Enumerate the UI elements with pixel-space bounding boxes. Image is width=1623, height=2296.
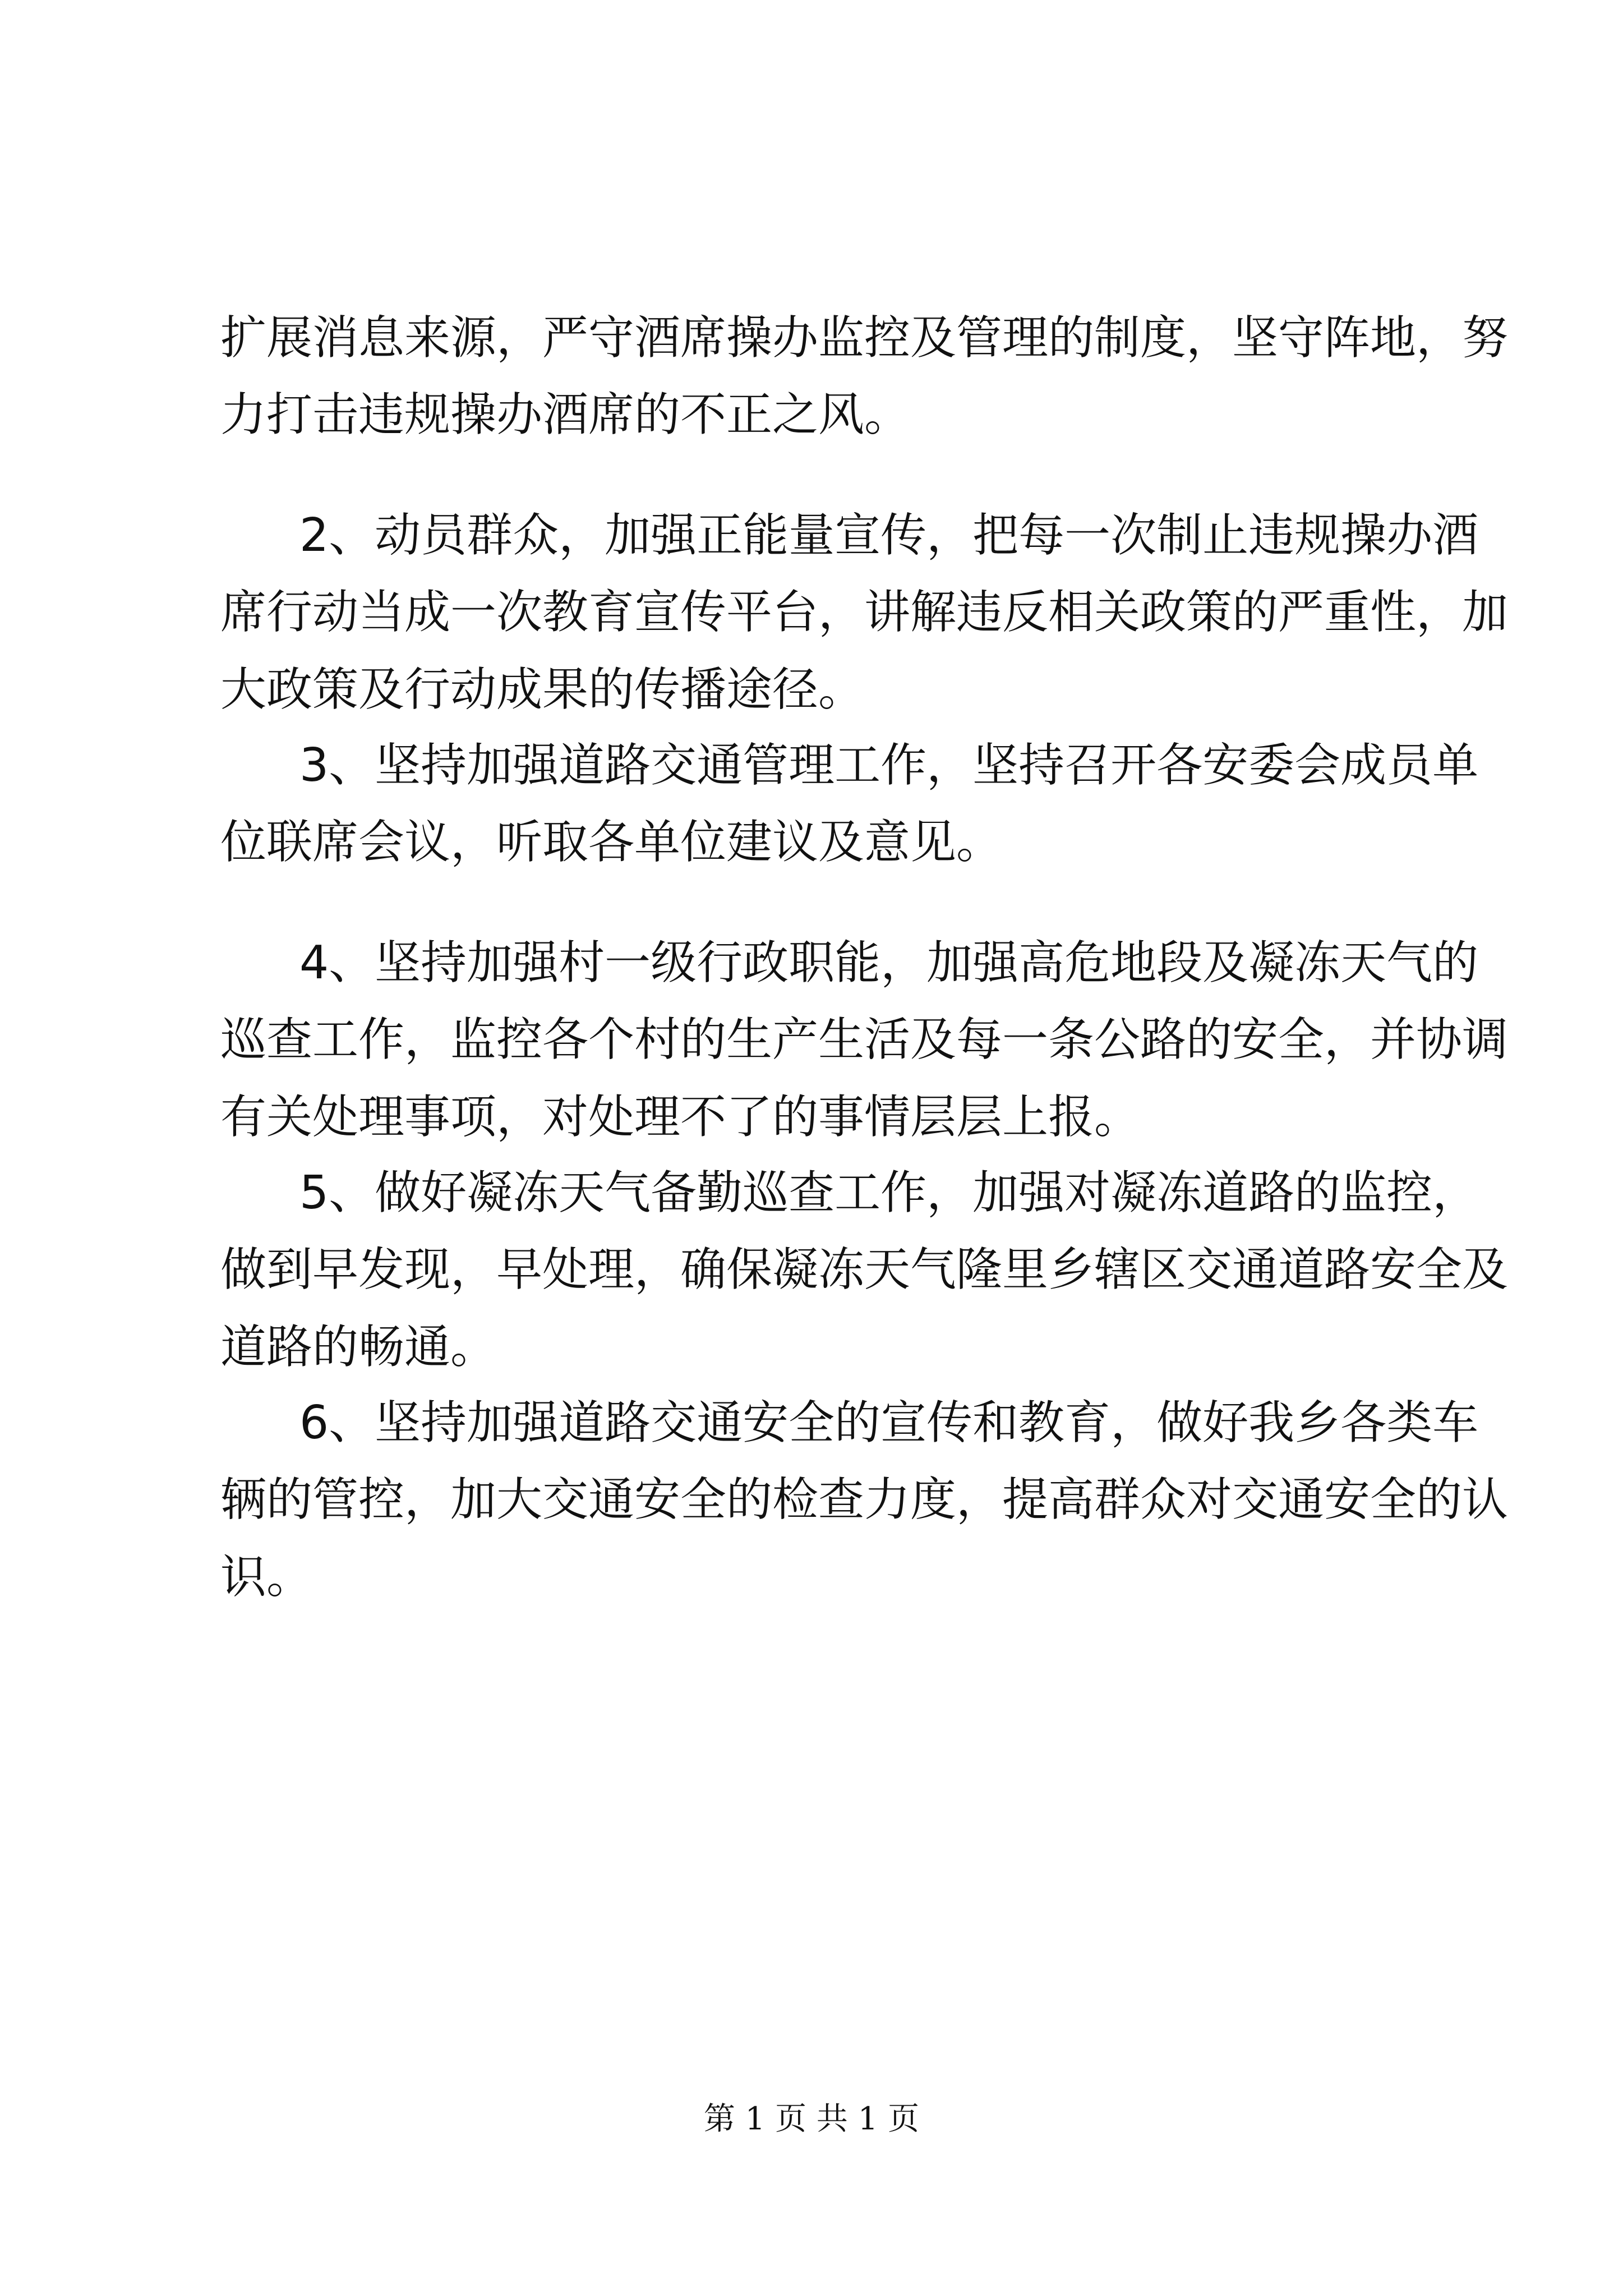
text-line: 做到早发现，早处理，确保凝冻天气隆里乡辖区交通道路安全及 — [220, 1243, 1509, 1296]
text-line: 6、坚持加强道路交通安全的宣传和教育，做好我乡各类车 — [299, 1396, 1479, 1450]
text-line: 3、坚持加强道路交通管理工作，坚持召开各安委会成员单 — [299, 739, 1479, 792]
text-line: 2、动员群众，加强正能量宣传，把每一次制止违规操办酒 — [299, 509, 1479, 562]
text-line: 4、坚持加强村一级行政职能，加强高危地段及凝冻天气的 — [299, 936, 1479, 990]
text-line: 大政策及行动成果的传播途径。 — [220, 663, 865, 716]
text-line: 力打击违规操办酒席的不正之风。 — [220, 388, 911, 441]
text-line: 巡查工作，监控各个村的生产生活及每一条公路的安全，并协调 — [220, 1013, 1509, 1066]
text-line: 识。 — [220, 1550, 313, 1604]
text-line: 席行动当成一次教育宣传平台，讲解违反相关政策的严重性，加 — [220, 586, 1509, 639]
text-line: 辆的管控，加大交通安全的检查力度，提高群众对交通安全的认 — [220, 1473, 1509, 1526]
page-number-footer: 第 1 页 共 1 页 — [703, 2101, 920, 2137]
text-line: 5、做好凝冻天气备勤巡查工作，加强对凝冻道路的监控， — [299, 1166, 1479, 1220]
text-line: 位联席会议，听取各单位建议及意见。 — [220, 816, 1003, 869]
text-line: 道路的畅通。 — [220, 1320, 497, 1374]
text-line: 扩展消息来源，严守酒席操办监控及管理的制度，坚守阵地，努 — [220, 311, 1509, 365]
text-line: 有关处理事项，对处理不了的事情层层上报。 — [220, 1091, 1141, 1144]
